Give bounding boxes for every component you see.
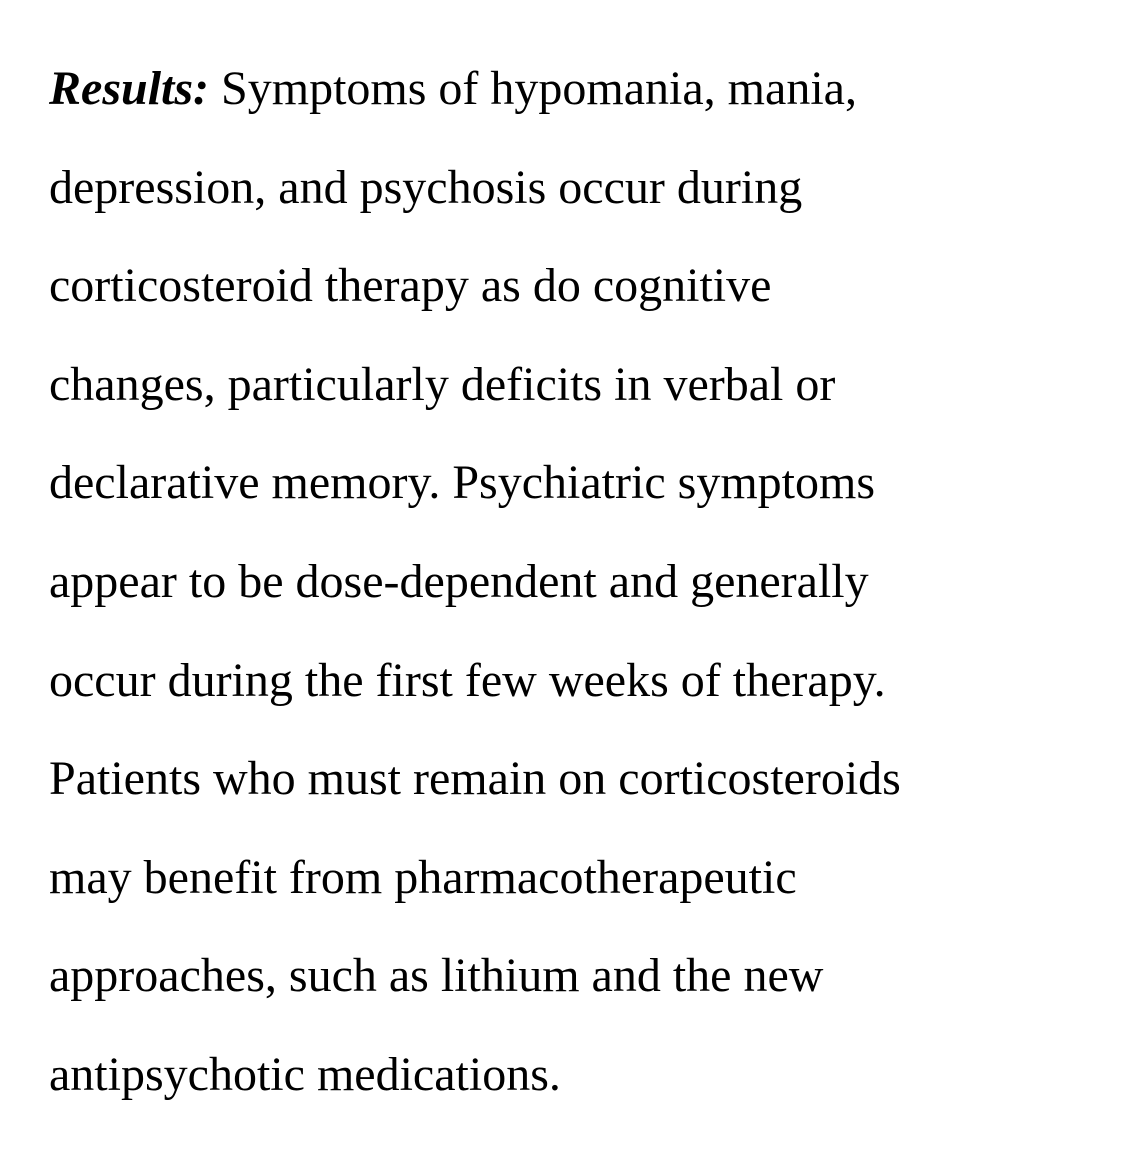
text-line: Patients who must remain on corticosteroids [49, 752, 901, 806]
text-line: antipsychotic medications. [49, 1047, 561, 1101]
text-line: approaches, such as lithium and the new [49, 949, 824, 1003]
text-line: declarative memory. Psychiatric symptoms [49, 456, 876, 510]
text-line: may benefit from pharmacotherapeutic [49, 850, 797, 904]
text-line: depression, and psychosis occur during [49, 160, 803, 214]
text-line [49, 56, 1089, 155]
text-line: appear to be dose-dependent and generally [49, 554, 869, 608]
results-label: Results: [49, 62, 210, 115]
line-text: Symptoms of hypomania, mania, [209, 62, 857, 115]
text-line: occur during the first few weeks of therapy. [49, 653, 886, 707]
text-line: changes, particularly deficits in verbal or [49, 357, 836, 411]
text-line: corticosteroid therapy as do cognitive [49, 259, 772, 313]
results-paragraph [49, 56, 1089, 1141]
